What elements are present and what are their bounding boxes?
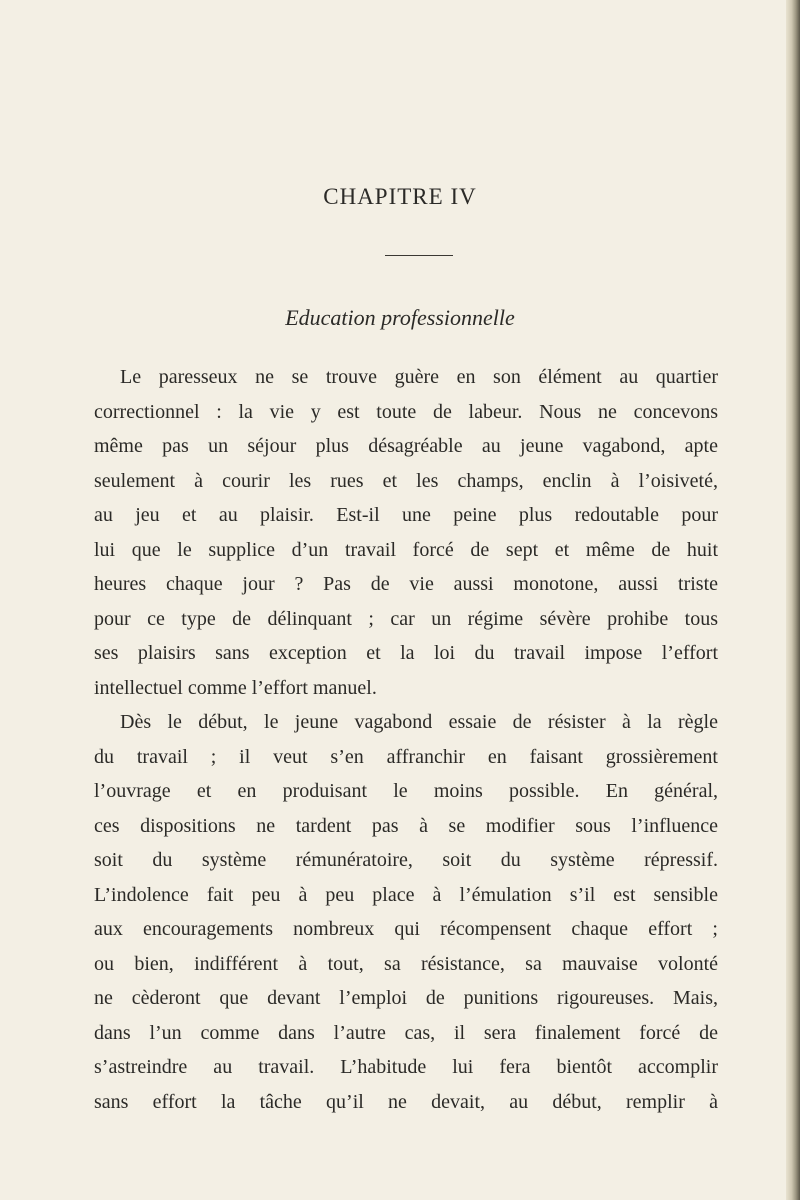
text-line: correctionnel : la vie y est toute de labeur. Nous ne concevons (94, 400, 718, 423)
text-line: pour ce type de délinquant ; car un régime sévère prohibe tous (94, 607, 718, 630)
text-line: ou bien, indifférent à tout, sa résistance, sa mauvaise volonté (94, 952, 718, 975)
section-title: Education professionnelle (285, 305, 515, 330)
text-line: ne cèderont que devant l’emploi de punitions rigoureuses. Mais, (94, 987, 718, 1009)
text-line: ces dispositions ne tardent pas à se modifier sous l’influence (94, 814, 718, 837)
text-line: au jeu et au plaisir. Est-il une peine plus redoutable pour (94, 504, 718, 526)
text-line: seulement à courir les rues et les champs, enclin à l’oisiveté, (94, 469, 718, 492)
text-line: lui que le supplice d’un travail forcé de sept et même de huit (94, 538, 718, 561)
paragraph (94, 360, 718, 705)
text-line: soit du système rémunératoire, soit du système répressif. (94, 849, 718, 871)
text-line: intellectuel comme l’effort manuel. (94, 676, 377, 699)
text-line: s’astreindre au travail. L’habitude lui fera bientôt accomplir (94, 1056, 718, 1078)
text-line: dans l’un comme dans l’autre cas, il sera finalement forcé de (94, 1021, 718, 1044)
text-line: du travail ; il veut s’en affranchir en faisant grossièrement (94, 745, 718, 768)
text-line: Dès le début, le jeune vagabond essaie de résister à la règle (120, 711, 718, 733)
text-line: aux encouragements nombreux qui récompensent chaque effort ; (94, 918, 718, 940)
text-line: heures chaque jour ? Pas de vie aussi monotone, aussi triste (94, 573, 718, 595)
title-rule (385, 255, 453, 256)
paragraph (94, 705, 718, 1119)
text-line: ses plaisirs sans exception et la loi du travail impose l’effort (94, 642, 718, 664)
body-text (94, 360, 718, 1119)
text-line: l’ouvrage et en produisant le moins possible. En général, (94, 780, 718, 802)
page-edge-shadow (786, 0, 800, 1200)
chapter-heading: CHAPITRE IV (323, 184, 477, 209)
text-line: L’indolence fait peu à peu place à l’émulation s’il est sensible (94, 883, 718, 906)
text-line: sans effort la tâche qu’il ne devait, au début, remplir à (94, 1090, 718, 1113)
text-line: même pas un séjour plus désagréable au jeune vagabond, apte (94, 435, 718, 457)
text-line: Le paresseux ne se trouve guère en son élément au quartier (120, 366, 718, 388)
